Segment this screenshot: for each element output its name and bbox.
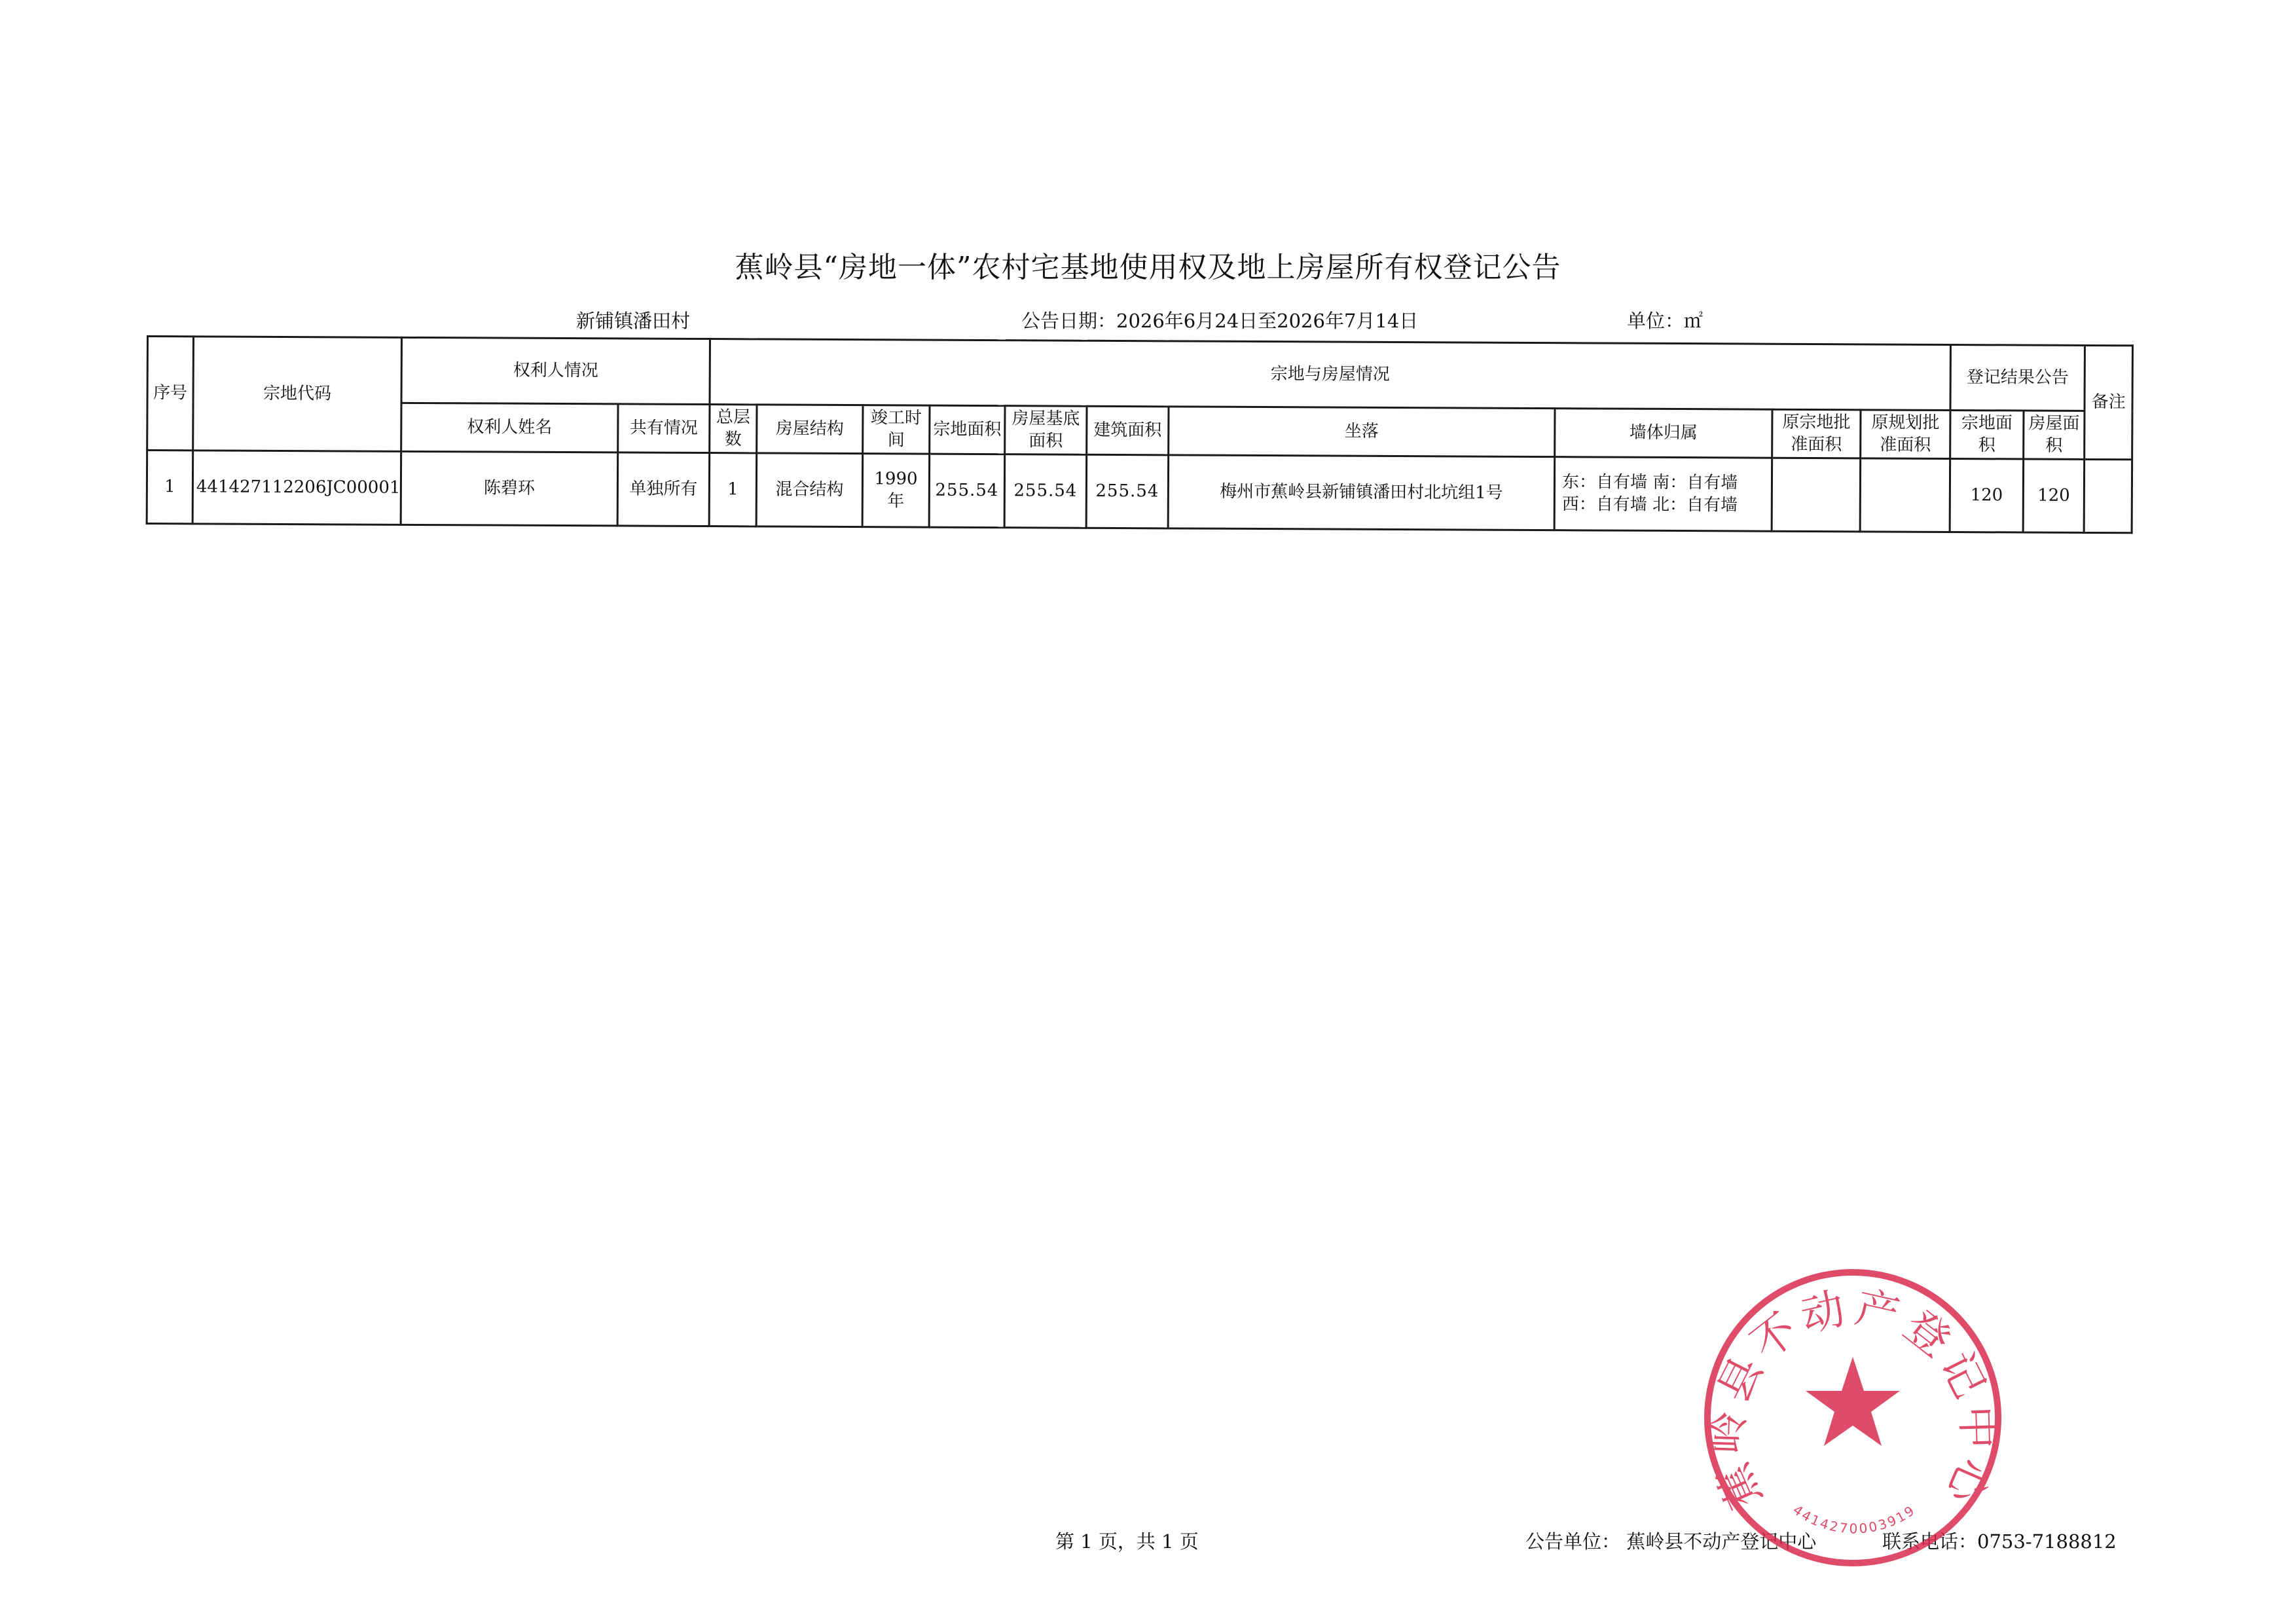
header-result-house-area: 房屋面积 bbox=[2024, 411, 2085, 459]
cell-structure: 混合结构 bbox=[756, 453, 863, 527]
table-row bbox=[147, 451, 2132, 533]
cell-result-land-area: 120 bbox=[1950, 458, 2024, 532]
header-owner-group: 权利人情况 bbox=[401, 337, 710, 404]
header-completion: 竣工时间 bbox=[863, 405, 930, 454]
header-seq: 序号 bbox=[147, 337, 194, 451]
header-orig-land-area: 原宗地批准面积 bbox=[1772, 409, 1861, 458]
contact-phone: 联系电话：0753-7188812 bbox=[1882, 1530, 2117, 1553]
cell-remarks bbox=[2084, 459, 2132, 532]
cell-land-area: 255.54 bbox=[929, 454, 1005, 528]
registration-table bbox=[146, 335, 2134, 534]
cell-floors: 1 bbox=[709, 453, 757, 526]
header-location: 坐落 bbox=[1169, 407, 1555, 457]
cell-completion: 1990年 bbox=[862, 454, 930, 527]
page-title: 蕉岭县“房地一体”农村宅基地使用权及地上房屋所有权登记公告 bbox=[735, 251, 1561, 284]
header-orig-plan-area: 原规划批准面积 bbox=[1861, 410, 1950, 459]
cell-location: 梅州市蕉岭县新铺镇潘田村北坑组1号 bbox=[1168, 455, 1555, 530]
header-wall: 墙体归属 bbox=[1555, 409, 1772, 458]
cell-land-code: 441427112206JC00001 bbox=[192, 451, 401, 525]
official-seal bbox=[1699, 1264, 2007, 1572]
cell-share: 单独所有 bbox=[617, 452, 710, 526]
cell-orig-land-area bbox=[1772, 458, 1861, 532]
cell-wall bbox=[1554, 457, 1772, 532]
header-land-area: 宗地面积 bbox=[930, 405, 1005, 454]
header-base-area: 房屋基底面积 bbox=[1005, 406, 1087, 455]
seal-text: 蕉岭县不动产登记中心 bbox=[1702, 1282, 2003, 1516]
cell-base-area: 255.54 bbox=[1004, 454, 1087, 528]
unit-label: 单位：㎡ bbox=[1627, 310, 1704, 332]
cell-orig-plan-area bbox=[1860, 458, 1950, 532]
issuing-unit: 公告单位： 蕉岭县不动产登记中心 bbox=[1525, 1530, 1817, 1553]
header-land-house-group: 宗地与房屋情况 bbox=[710, 339, 1950, 411]
seal-number: 4414270003919 bbox=[1790, 1502, 1919, 1537]
village-name: 新铺镇潘田村 bbox=[576, 310, 691, 332]
cell-owner-name: 陈碧环 bbox=[401, 451, 618, 526]
header-result-land-area: 宗地面积 bbox=[1950, 410, 2024, 459]
notice-date: 公告日期：2026年6月24日至2026年7月14日 bbox=[1021, 310, 1419, 332]
seal-star-icon bbox=[1806, 1357, 1900, 1446]
header-floors: 总层数 bbox=[710, 405, 757, 453]
cell-result-house-area: 120 bbox=[2023, 459, 2085, 532]
header-share: 共有情况 bbox=[618, 404, 710, 453]
wall-line-west-north: 西：自有墙 北：自有墙 bbox=[1561, 494, 1738, 515]
header-land-code: 宗地代码 bbox=[193, 337, 402, 451]
page-number: 第 1 页，共 1 页 bbox=[1055, 1530, 1199, 1553]
header-owner-name: 权利人姓名 bbox=[401, 403, 618, 452]
cell-seq: 1 bbox=[147, 451, 193, 524]
header-structure: 房屋结构 bbox=[757, 405, 863, 454]
header-build-area: 建筑面积 bbox=[1087, 406, 1169, 455]
wall-line-east-south: 东：自有墙 南：自有墙 bbox=[1561, 471, 1738, 493]
header-result-group: 登记结果公告 bbox=[1950, 344, 2085, 411]
header-remarks: 备注 bbox=[2085, 345, 2133, 459]
cell-build-area: 255.54 bbox=[1086, 454, 1169, 528]
